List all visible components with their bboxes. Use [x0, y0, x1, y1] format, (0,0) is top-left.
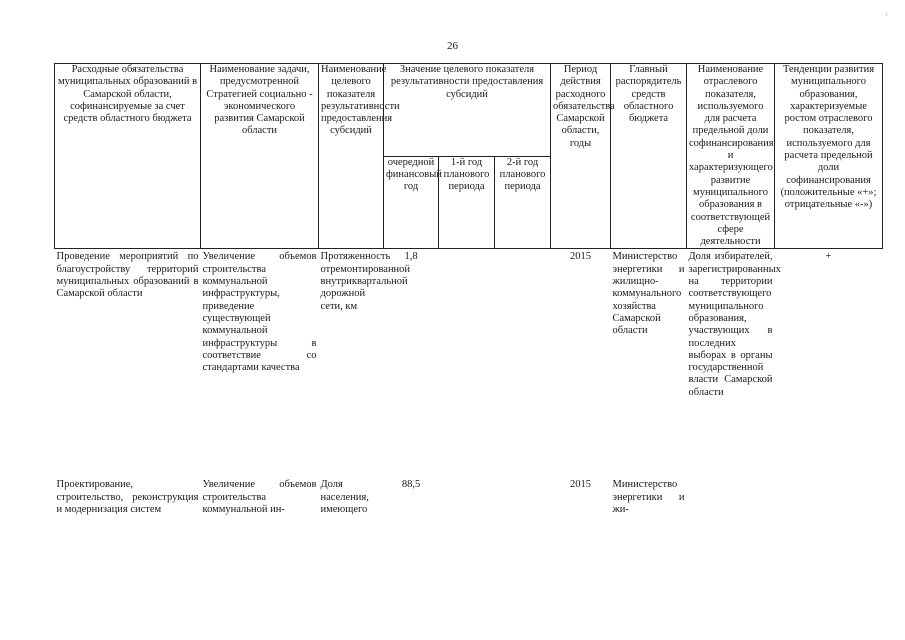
header-sector-indicator: Наименование отраслевого показателя, используемого для расчета предельной доли софинансирования и характеризующего развитие муниципального образования в соответствующей сфере деятельности: [687, 64, 775, 249]
header-indicator: Наименование целевого показателя результативности предоставления субсидий: [319, 64, 384, 249]
cell-indicator: Доля населения, имеющего: [320, 479, 369, 516]
cell-value-next-year: 1,8: [404, 251, 418, 263]
cell-task: Увеличение объемов строительства коммунальной ин-: [202, 479, 317, 516]
cell-indicator: Протяженность отремонтированной внутриквартальной дорожной сети, км: [320, 251, 411, 312]
cell-value-plan-year2: [495, 479, 551, 516]
table-row: [55, 479, 883, 516]
header-value-next-year: очередной финансовый год: [384, 156, 439, 249]
cell-value-plan-year1: [439, 249, 495, 480]
cell-obligation: Проектирование, строительство, реконструкция и модернизация систем: [56, 479, 199, 516]
cell-obligation: Проведение мероприятий по благоустройству территорий муниципальных образований в Самарской области: [56, 251, 199, 300]
header-target-values: Значение целевого показателя результативности предоставления субсидий: [384, 64, 551, 157]
scan-mark: ': [886, 12, 888, 21]
cell-period: 2015: [570, 251, 592, 263]
table-header: [55, 64, 883, 249]
header-value-plan-year2: 2-й год планового периода: [495, 156, 551, 249]
header-administrator: Главный распорядитель средств областного бюджета: [611, 64, 687, 249]
cell-period: 2015: [570, 479, 592, 491]
cell-administrator: Министерство энергетики и жилищно-коммунального хозяйства Самарской области: [612, 251, 685, 337]
header-value-plan-year1: 1-й год планового периода: [439, 156, 495, 249]
page-number: 26: [447, 40, 458, 52]
cell-task: Увеличение объемов строительства коммунальной инфраструктуры, приведение существующей коммунальной инфраструктуры в соответствие со стандартами качества: [202, 251, 317, 374]
cell-sector-indicator: Доля избирателей, зарегистрированных на территории соответствующего муниципального образования, участвующих в последних выборах в органы государственной власти Самарской области: [688, 251, 781, 398]
table-body: [55, 249, 883, 516]
cell-trend: [775, 479, 883, 516]
subsidy-table-container: [54, 63, 882, 516]
cell-value-next-year: 88,5: [401, 479, 421, 491]
table-row: [55, 249, 883, 480]
cell-sector-indicator: [687, 479, 775, 516]
cell-administrator: Министерство энергетики и жи-: [612, 479, 685, 516]
header-task: Наименование задачи, предусмотренной Стратегией социально - экономического развития Самарской области: [201, 64, 319, 249]
header-period: Период действия расходного обязательства Самарской области, годы: [551, 64, 611, 249]
cell-value-plan-year2: [495, 249, 551, 480]
cell-trend: +: [825, 251, 832, 263]
subsidy-table: [54, 63, 883, 516]
cell-value-plan-year1: [439, 479, 495, 516]
header-obligation: Расходные обязательства муниципальных образований в Самарской области, софинансируемые за счет средств областного бюджета: [55, 64, 201, 249]
header-trend: Тенденции развития муниципального образования, характеризуемые ростом отраслевого показателя, используемого для расчета предельной доли софинансирования (положительные «+»; отрицательные «-»): [775, 64, 883, 249]
